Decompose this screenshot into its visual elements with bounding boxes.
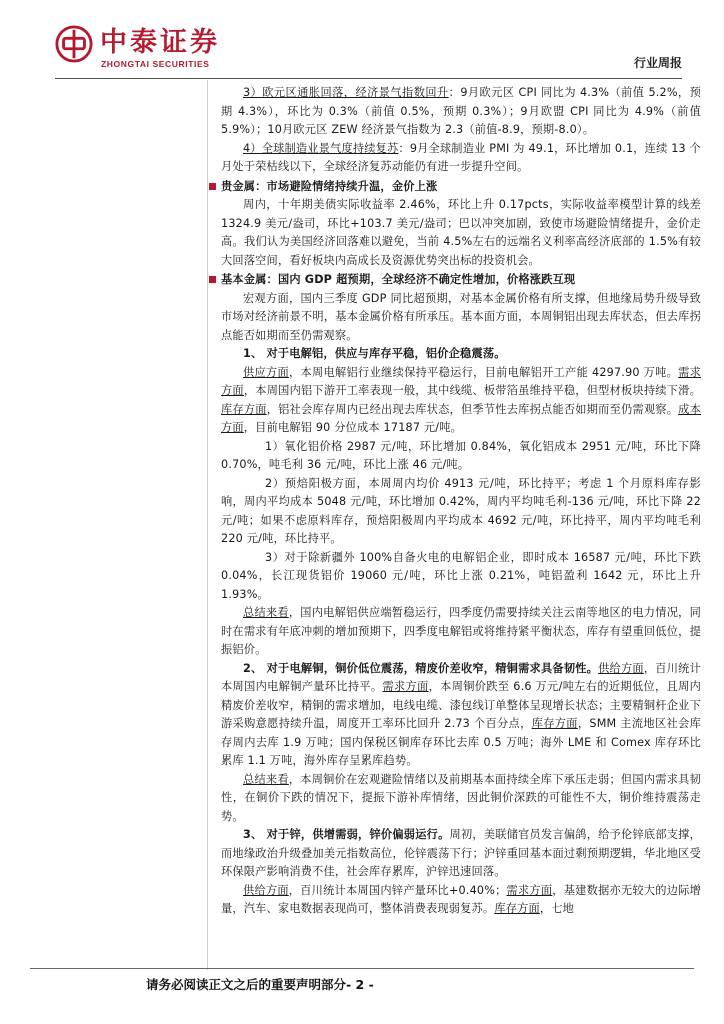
report-type-label: 行业周报 (633, 56, 682, 70)
label-supply: 供应方面 (243, 365, 290, 379)
zhongtai-logo-icon (55, 25, 93, 63)
square-bullet-icon (209, 276, 216, 283)
paragraph-zinc-fundamentals (221, 882, 701, 919)
subsection-title-zinc: 3、 对于锌，供增需弱，锌价偏弱运行。 (243, 828, 450, 841)
paragraph-anode: 2）预焙阳极方面，本周周内均价 4913 元/吨，环比持平；考虑 1 个月原料库存影响，周内平均成本 5048 元/吨，环比增加 0.42%，周内平均吨毛利-136 元/吨，环比下降 22 元/吨；如果不虑原料库存，预焙阳极周内平均成本 4692 元/吨，环比持平，周内平均吨毛利 220 元/吨，环比持平。 (221, 476, 701, 545)
paragraph-aluminum-fundamentals (221, 364, 701, 438)
paragraph-base-metals: 宏观方面，国内三季度 GDP 同比超预期，对基本金属价格有所支撑，但地缘局势升级导致市场对经济前景不明，基本金属价格有所承压。基本面方面，本周铜铝出现去库状态，但去库拐点能否如期而至仍需观察。 (221, 291, 701, 342)
page-footer (146, 975, 374, 993)
page-header (0, 0, 724, 90)
label-supply: 供给方面 (598, 661, 644, 675)
label-inventory: 库存方面 (221, 402, 267, 416)
global-pmi-text: ：9月全球制造业 PMI 为 49.1，环比增加 0.1，连续 13 个月处于荣枯线以下，全球经济复苏动能仍有进一步提升空间。 (221, 141, 702, 173)
paragraph-copper-summary (221, 771, 701, 827)
label-demand: 需求方面 (221, 365, 701, 397)
copper-summary-text: ，本周铜价在宏观避险情绪以及前期基本面持续全库下承压走弱；但国内需求具韧性，在铜价下跌的情况下，提振下游补库情绪，因此铜价深跌的可能性不大，铜价维持震荡走势。 (221, 772, 701, 823)
brand-name-cn: 中泰证券 (100, 27, 220, 58)
section-title-text: 贵金属：市场避险情绪持续升温，金价上涨 (221, 179, 438, 193)
label-inventory: 库存方面 (531, 717, 578, 730)
paragraph-copper (221, 660, 701, 771)
aluminum-demand-text: ，本周国内铝下游开工率表现一般，其中线缆、板带箔虽维持平稳，但型材板块持续下滑。 (243, 384, 701, 397)
copper-demand-text: ，本周铜价跌至 6.6 万元/吨左右的近期低位，且周内精废价差收窄，精铜的需求增加，电线电缆、漆包线订单整体呈现增长状态；主要精铜杆企业下游采购意愿持续升温，周度开工率环比回升 2.73 个百分点， (221, 680, 701, 730)
header-divider (55, 78, 682, 79)
zinc-demand-text: ，基建数据亦无较大的边际增量，汽车、家电数据表现尚可，整体消费表现弱复苏。 (221, 883, 701, 915)
section-title-precious-metals (221, 178, 701, 197)
aluminum-cost-text: ，目前电解铝 90 分位成本 17187 元/吨。 (243, 421, 463, 434)
label-demand: 需求方面 (382, 680, 429, 693)
subsection-title-copper: 2、 对于电解铜，铜价低位震荡，精废价差收窄，精铜需求具备韧性。 (243, 661, 599, 675)
paragraph-eurozone (221, 84, 701, 140)
left-margin-rule (207, 80, 208, 970)
paragraph-precious-metals: 周内，十年期美债实际收益率 2.46%，环比上升 0.17pcts，实际收益率模型计算的线差 1324.9 美元/盎司，环比+103.7 美元/盎司；巴以冲突加剧，致使市场避险情绪提升，金价走高。我们认为美国经济回落难以避免，当前 4.5%左右的远端名义利率高经济底部的 1.5%有较大回落空间，看好板块内高成长及资源优势突出标的投资机会。 (221, 198, 701, 267)
brand-name-en: ZHONGTAI SECURITIES (101, 59, 210, 69)
eurozone-heading: 3）欧元区通胀回落，经济景气指数回升 (243, 86, 449, 99)
label-inventory: 库存方面 (494, 902, 540, 915)
copper-inventory-text: ，SMM 主流地区社会库存周内去库 1.9 万吨；国内保税区铜库存环比去库 0.5 万吨；海外 LME 和 Comex 库存环比累库 1.1 万吨，海外库存呈累库趋势。 (221, 717, 701, 767)
label-summary: 总结来看 (243, 606, 289, 619)
zinc-intro-text: 周初，美联储官员发言偏鸽，给予伦锌底部支撑，而地缘政治升级叠加美元指数高位，伦锌震荡下行；沪锌重回基本面过剩预期逻辑，华北地区受环保限产影响消费不佳，社会库存累库，沪锌迅速回落。 (221, 828, 702, 878)
paragraph-global-pmi (221, 140, 701, 177)
eurozone-text: ：9月欧元区 CPI 同比为 4.3%（前值 5.2%，预期 4.3%），环比为 0.3%（前值 0.5%，预期 0.3%）；9月欧盟 CPI 同比为 4.9%（前值 5.9%）；10月欧元区 ZEW 经济景气指数为 2.3（前值-8.9，预期-8.0）。 (221, 86, 701, 136)
subsection-title-aluminum: 1、 对于电解铝，供应与库存平稳，铝价企稳震荡。 (243, 347, 506, 360)
square-bullet-icon (209, 183, 216, 190)
aluminum-supply-text: ，本周电解铝行业继续保持平稳运行，目前电解铝开工产能 4297.90 万吨。 (289, 365, 679, 379)
paragraph-aluminum-summary (221, 604, 701, 660)
aluminum-inventory-text: ，铝社会库存周内已经出现去库状态，但季节性去库拐点能否如期而至仍需观察。 (266, 402, 679, 416)
label-cost: 成本方面 (221, 402, 701, 434)
footer-divider (30, 968, 694, 969)
section-title-base-metals (221, 271, 701, 290)
page-number: - 2 - (346, 977, 374, 992)
global-pmi-heading: 4）全球制造业景气度持续复苏 (243, 141, 399, 155)
copper-supply-text: ，百川统计本周国内电解铜产量环比持平。 (221, 661, 701, 693)
report-body (221, 84, 701, 919)
aluminum-summary-text: ，国内电解铝供应端暂稳运行，四季度仍需要持续关注云南等地区的电力情况，同时在需求有年底冲刺的增加预期下，四季度电解铝或将维持紧平衡状态，库存有望重回低位，提振铝价。 (221, 606, 701, 656)
section-title-text: 基本金属：国内 GDP 超预期，全球经济不确定性增加，价格涨跌互现 (221, 273, 576, 286)
label-supply: 供给方面 (243, 883, 289, 897)
label-demand: 需求方面 (506, 883, 553, 897)
paragraph-power-cost: 3）对于除新疆外 100%自备火电的电解铝企业，即时成本 16587 元/吨，环比下跌 0.04%，长江现货铝价 19060 元/吨，环比上涨 0.21%，吨铝盈利 1642 元，环比上升 1.93%。 (221, 550, 701, 601)
zinc-inventory-text: ，七地 (539, 902, 575, 915)
paragraph-alumina: 1）氧化铝价格 2987 元/吨，环比增加 0.84%，氧化铝成本 2951 元/吨，环比下降 0.70%，吨毛利 36 元/吨，环比上涨 46 元/吨。 (221, 439, 701, 471)
label-summary: 总结来看 (243, 772, 289, 786)
footer-disclaimer: 请务必阅读正文之后的重要声明部分 (146, 977, 347, 992)
zinc-supply-text: ，百川统计本周国内锌产量环比+0.40%； (288, 883, 507, 897)
paragraph-zinc (221, 826, 701, 882)
